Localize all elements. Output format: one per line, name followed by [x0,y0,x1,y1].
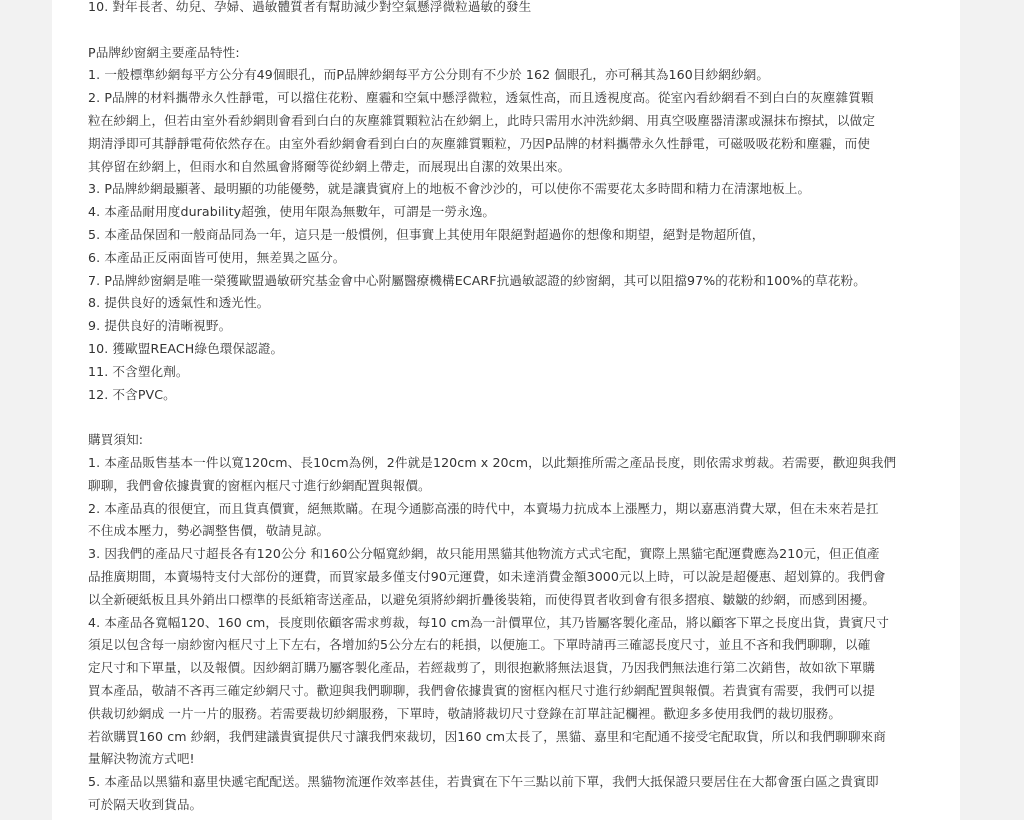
feature-line: 11. 不含塑化劑。 [88,363,189,379]
feature-line: 6. 本產品正反兩面皆可使用，無差異之區分。 [88,249,346,265]
feature-line-top: 10. 對年長者、幼兒、孕婦、過敏體質者有幫助減少對空氣懸浮微粒過敏的發生 [88,0,532,14]
purchase-line: 以全新硬紙板且具外銷出口標準的長紙箱寄送產品，以避免須將紗網折疊後裝箱，而使得買者收到會有很多摺痕、皺皺的紗網，而感到困擾。 [88,591,876,607]
feature-line: 其停留在紗網上，但雨水和自然風會將爾等從紗網上帶走，而展現出自潔的效果出來。 [88,158,571,174]
paragraph-gap [88,19,928,42]
paragraph-gap [88,406,928,429]
purchase-line: 品推廣期間，本賣場特支付大部份的運費，而買家最多僅支付90元運費，如未達消費金額3000元以上時，可以說是超優惠、超划算的。我們會 [88,568,886,584]
feature-line: 10. 獲歐盟REACH綠色環保認證。 [88,340,284,356]
purchase-line: 1. 本產品販售基本一件以寬120cm、長10cm為例，2件就是120cm x 20cm，以此類推所需之產品長度，則依需求剪裁。若需要，歡迎與我們 [88,454,897,470]
purchase-line: 4. 本產品各寬幅120、160 cm，長度則依顧客需求剪裁，每10 cm為一計價單位，其乃皆屬客製化產品，將以顧客下單之長度出貨，貴賓尺寸 [88,614,889,630]
purchase-line: 可於隔天收到貨品。 [88,796,203,812]
feature-line: 12. 不含PVC。 [88,386,176,402]
feature-line: 1. 一般標準紗網每平方公分有49個眼孔，而P品牌紗網每平方公分則有不少於 162 個眼孔，亦可稱其為160目紗網紗網。 [88,67,770,83]
purchase-line: 5. 本產品以黑貓和嘉里快遞宅配配送。黑貓物流運作效率甚佳，若貴賓在下午三點以前下單，我們大抵保證只要居住在大都會蛋白區之貴賓即 [88,774,879,790]
features-heading: P品牌紗窗網主要產品特性: [88,44,240,60]
feature-line: 粒在紗網上，但若由室外看紗網則會看到白白的灰塵雜質顆粒沾在紗網上，此時只需用水沖洗紗網、用真空吸塵器清潔或濕抹布擦拭，以做定 [88,112,876,128]
purchase-line: 量解決物流方式吧! [88,751,195,767]
purchase-heading: 購買須知: [88,432,144,448]
purchase-line: 定尺寸和下單量，以及報價。因紗網訂購乃屬客製化產品，若經裁剪了，則很抱歉將無法退貨，乃因我們無法進行第二次銷售，故如欲下單購 [88,660,876,676]
purchase-line: 買本產品，敬請不吝再三確定紗網尺寸。歡迎與我們聊聊，我們會依據貴賓的窗框內框尺寸進行紗網配置與報價。若貴賓有需要，我們可以提 [88,682,876,698]
feature-line: 7. P品牌紗窗網是唯一榮獲歐盟過敏研究基金會中心附屬醫療機構ECARF抗過敏認證的紗窗網，其可以阻擋97%的花粉和100%的草花粉。 [88,272,866,288]
purchase-line: 2. 本產品真的很便宜，而且貨真價實，絕無欺瞞。在現今通膨高漲的時代中，本賣場力抗成本上漲壓力，期以嘉惠消費大眾，但在未來若是扛 [88,500,879,516]
feature-line: 期清淨即可其靜靜電荷依然存在。由室外看紗網會看到白白的灰塵雜質顆粒，乃因P品牌的材料攜帶永久性靜電，可磁吸吸花粉和塵霾，而使 [88,135,871,151]
purchase-line: 供裁切紗網成 一片一片的服務。若需要裁切紗網服務，下單時，敬請將裁切尺寸登錄在訂單註記欄裡。歡迎多多使用我們的裁切服務。 [88,705,842,721]
feature-line: 3. P品牌紗網最顯著、最明顯的功能優勢，就是讓貴賓府上的地板不會沙沙的，可以使你不需要花太多時間和精力在清潔地板上。 [88,181,811,197]
feature-line: 9. 提供良好的清晰視野。 [88,318,232,334]
purchase-line: 聊聊，我們會依據貴實的窗框內框尺寸進行紗網配置與報價。 [88,477,431,493]
feature-line: 8. 提供良好的透氣性和透光性。 [88,295,270,311]
description-text [88,0,928,817]
product-description-panel [52,0,960,820]
purchase-line: 3. 因我們的產品尺寸超長各有120公分 和160公分幅寬紗網，故只能用黑貓其他物流方式式宅配，實際上黑貓宅配運費應為210元，但正值產 [88,546,880,562]
purchase-line: 須足以包含每一扇紗窗內框尺寸上下左右，各增加約5公分左右的耗損，以便施工。下單時請再三確認長度尺寸，並且不吝和我們聊聊，以確 [88,637,871,653]
purchase-line: 不住成本壓力，勢必調整售價，敬請見諒。 [88,523,330,539]
feature-line: 4. 本產品耐用度durability超強，使用年限為無數年，可謂是一勞永逸。 [88,204,496,220]
feature-line: 5. 本產品保固和一般商品同為一年，這只是一般慣例，但事實上其使用年限絕對超過你的想像和期望，絕對是物超所值， [88,226,765,242]
purchase-line: 若欲購買160 cm 紗網，我們建議貴賓提供尺寸讓我們來裁切，因160 cm太長了，黑貓、嘉里和宅配通不接受宅配取貨，所以和我們聊聊來商 [88,728,886,744]
feature-line: 2. P品牌的材料攜帶永久性靜電，可以擋住花粉、塵霾和空氣中懸浮微粒，透氣性高，而且透視度高。從室內看紗網看不到白白的灰塵雜質顆 [88,90,874,106]
